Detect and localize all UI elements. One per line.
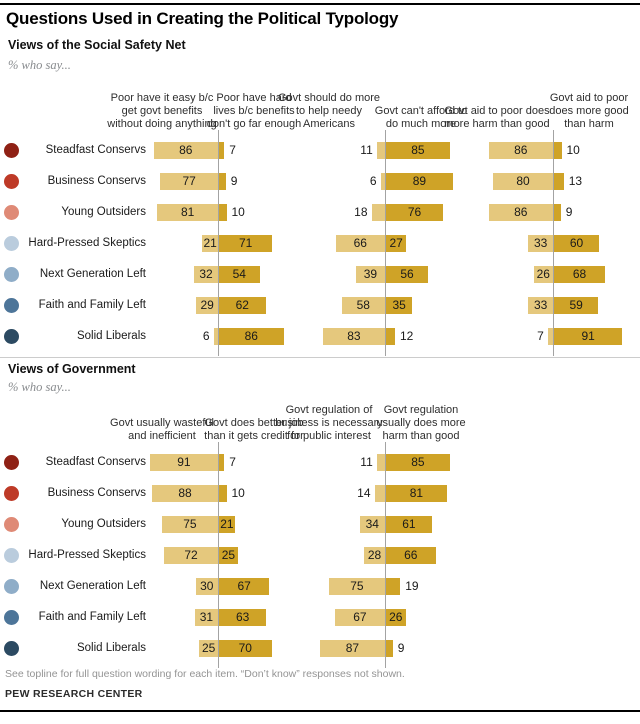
bar-value: 70 [238, 641, 252, 655]
section-heading: Views of the Social Safety Net [8, 38, 186, 52]
bar-value: 58 [356, 298, 370, 312]
group-label: Solid Liberals [76, 642, 146, 654]
bar-value: 10 [231, 205, 245, 219]
bar-value: 63 [235, 610, 250, 624]
bar-right [219, 173, 226, 190]
table-row [0, 447, 640, 478]
bar-value: 26 [389, 610, 403, 624]
bar-value: 34 [365, 517, 379, 531]
bar-value: 35 [392, 298, 406, 312]
section-government [0, 362, 640, 667]
bar-value: 7 [229, 455, 236, 469]
bar-value: 56 [400, 267, 414, 281]
bar-value: 7 [229, 143, 236, 157]
bar-value: 75 [183, 517, 197, 531]
column-header-left: Govt should do more to help needy Americans [277, 92, 381, 130]
bar-value: 86 [244, 329, 258, 343]
bar-value: 87 [345, 641, 360, 655]
bar-value: 91 [177, 455, 191, 469]
bar-right [219, 485, 227, 502]
bar-value: 54 [232, 267, 246, 281]
bar-value: 91 [581, 329, 595, 343]
table-row [0, 509, 640, 540]
table-row [0, 228, 640, 259]
bar-value: 25 [221, 548, 236, 562]
bar-value: 59 [569, 298, 583, 312]
bar-right [554, 204, 561, 221]
table-row [0, 602, 640, 633]
column-header-left: Govt regulation of business is necessary for public interest [275, 404, 383, 442]
bar-value: 19 [405, 579, 419, 593]
bar-left [372, 204, 386, 221]
bar-value: 32 [199, 267, 213, 281]
bar-value: 66 [404, 548, 418, 562]
bar-left [377, 454, 385, 471]
bar-value: 80 [516, 174, 530, 188]
bar-right [219, 454, 224, 471]
bar-value: 61 [402, 517, 416, 531]
bar-value: 18 [354, 205, 368, 219]
group-label: Next Generation Left [39, 580, 146, 592]
group-label: Faith and Family Left [38, 299, 146, 311]
group-label: Faith and Family Left [38, 611, 146, 623]
bar-left [375, 485, 386, 502]
footnote: See topline for full question wording for each item. “Don’t know” responses not shown. [5, 668, 405, 680]
bar-value: 81 [409, 486, 424, 500]
bar-value: 67 [237, 579, 251, 593]
group-label: Hard-Pressed Skeptics [28, 237, 146, 249]
bar-value: 11 [360, 455, 373, 469]
section-divider [0, 357, 640, 358]
bar-value: 33 [533, 298, 548, 312]
bottom-rule [0, 710, 640, 712]
bar-right [554, 142, 562, 159]
bar-value: 27 [389, 236, 403, 250]
column-header-left: Poor have it easy b/c get govt benefits without doing anything [107, 92, 217, 130]
bar-value: 26 [536, 267, 550, 281]
column-header-right: Govt regulation usually does more harm than good [376, 404, 466, 442]
column-header-right: Poor have hard lives b/c benefits don't go far enough [206, 92, 302, 130]
column-headers [0, 378, 640, 445]
table-row [0, 197, 640, 228]
bar-right [219, 204, 227, 221]
bar-value: 31 [199, 610, 214, 624]
group-label: Hard-Pressed Skeptics [28, 549, 146, 561]
bar-value: 72 [184, 548, 198, 562]
column-header-right: Govt can't afford to do much more [374, 105, 468, 130]
section-heading: Views of Government [8, 362, 136, 376]
group-label: Young Outsiders [61, 518, 146, 530]
column-header-right: Govt does better job than it gets credit for [204, 417, 304, 442]
bar-value: 81 [180, 205, 195, 219]
bar-value: 67 [353, 610, 367, 624]
bar-value: 88 [178, 486, 192, 500]
bar-value: 9 [397, 641, 405, 655]
top-rule [0, 3, 640, 5]
bar-value: 77 [182, 174, 196, 188]
column-header-left: Govt aid to poor does more harm than good [444, 105, 550, 130]
table-row [0, 540, 640, 571]
table-row [0, 135, 640, 166]
group-label: Business Conservs [47, 487, 146, 499]
bar-value: 7 [537, 329, 544, 343]
source-label: PEW RESEARCH CENTER [5, 688, 143, 700]
bar-right [386, 578, 400, 595]
section-subtitle: % who say... [8, 380, 71, 394]
bar-right [554, 173, 564, 190]
bar-value: 86 [514, 205, 528, 219]
chart-rows [0, 135, 640, 352]
bar-value: 25 [201, 641, 216, 655]
page-title: Questions Used in Creating the Political Typology [6, 9, 399, 28]
bar-left [377, 142, 385, 159]
bar-value: 21 [203, 236, 217, 250]
bar-value: 85 [411, 455, 425, 469]
bar-value: 86 [514, 143, 528, 157]
bar-value: 9 [230, 174, 238, 188]
bar-value: 66 [353, 236, 367, 250]
table-row [0, 633, 640, 664]
column-headers [0, 56, 640, 133]
bar-value: 11 [360, 143, 373, 157]
table-row [0, 571, 640, 602]
bar-value: 86 [179, 143, 193, 157]
bar-right [219, 142, 224, 159]
bar-value: 89 [412, 174, 427, 188]
bar-value: 60 [569, 236, 584, 250]
chart-rows [0, 447, 640, 664]
bar-value: 30 [200, 579, 214, 593]
group-label: Business Conservs [47, 175, 146, 187]
table-row [0, 259, 640, 290]
bar-value: 71 [238, 236, 253, 250]
group-label: Solid Liberals [76, 330, 146, 342]
bar-value: 12 [400, 329, 414, 343]
section-subtitle: % who say... [8, 58, 71, 72]
group-label: Steadfast Conservs [45, 456, 146, 468]
group-label: Young Outsiders [61, 206, 146, 218]
bar-value: 10 [231, 486, 245, 500]
table-row [0, 478, 640, 509]
bar-value: 68 [572, 267, 587, 281]
group-label: Next Generation Left [39, 268, 146, 280]
bar-right [386, 640, 393, 657]
bar-value: 10 [566, 143, 580, 157]
bar-value: 29 [200, 298, 214, 312]
column-header-left: Govt usually wasteful and inefficient [110, 417, 214, 442]
bar-value: 33 [533, 236, 548, 250]
bar-value: 9 [565, 205, 573, 219]
bar-value: 39 [363, 267, 378, 281]
table-row [0, 290, 640, 321]
bar-value: 13 [568, 174, 583, 188]
bar-value: 62 [235, 298, 249, 312]
column-header-right: Govt aid to poor does more good than harm [549, 92, 629, 130]
bar-value: 75 [350, 579, 364, 593]
bar-value: 85 [411, 143, 425, 157]
bar-value: 76 [407, 205, 422, 219]
bar-value: 6 [369, 174, 377, 188]
bar-value: 14 [357, 486, 371, 500]
group-label: Steadfast Conservs [45, 144, 146, 156]
table-row [0, 166, 640, 197]
bar-value: 6 [202, 329, 210, 343]
bar-right [386, 328, 395, 345]
bar-value: 83 [347, 329, 361, 343]
bar-value: 28 [367, 548, 382, 562]
bar-value: 21 [220, 517, 234, 531]
table-row [0, 321, 640, 352]
section-social-safety-net [0, 38, 640, 356]
